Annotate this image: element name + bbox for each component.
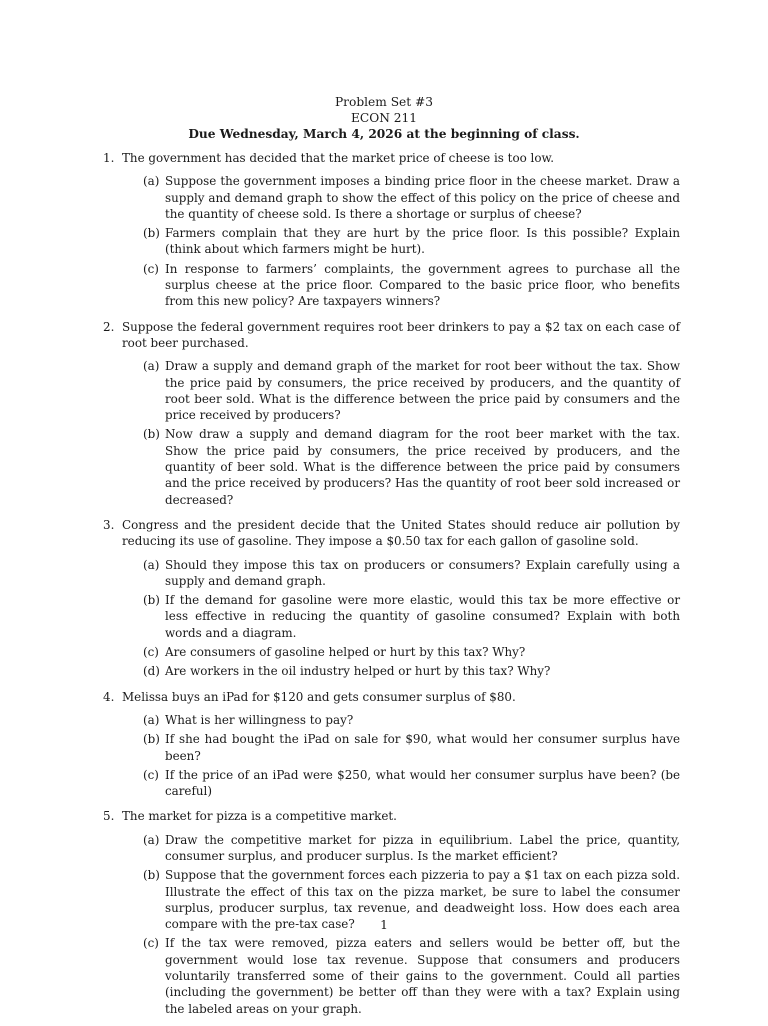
problem-part — [122, 731, 680, 764]
problem-number: 3. — [103, 517, 115, 532]
part-text: Are workers in the oil industry helped or hurt by this tax? Why? — [165, 664, 551, 679]
document-header — [0, 94, 768, 142]
part-text: Suppose the government imposes a binding price floor in the cheese market. Draw a supply and demand graph to show the effect of this policy on the price of cheese and the quantity of cheese sold. Is there a shortage or surplus of cheese? — [165, 174, 680, 221]
problem-list — [103, 150, 680, 1026]
part-label: (a) — [143, 557, 160, 572]
part-label: (c) — [143, 261, 159, 276]
problem-part — [122, 935, 680, 1016]
problem-parts — [122, 712, 680, 799]
problem-part — [122, 225, 680, 258]
part-label: (a) — [143, 359, 160, 374]
part-label: (b) — [143, 732, 160, 747]
problem-parts — [122, 173, 680, 309]
part-label: (a) — [143, 712, 160, 727]
part-text: Draw the competitive market for pizza in equilibrium. Label the price, quantity, consumer surplus, and producer surplus. Is the market efficient? — [165, 832, 680, 863]
problem-part — [122, 358, 680, 423]
problem-4 — [103, 689, 680, 800]
problem-2 — [103, 319, 680, 508]
part-text: If the demand for gasoline were more elastic, would this tax be more effective or less effective in reducing the quantity of gasoline consumed? Explain with both words and a diagram. — [165, 593, 680, 640]
part-text: If the price of an iPad were $250, what would her consumer surplus have been? (be careful) — [165, 767, 680, 799]
part-label: (c) — [143, 645, 159, 660]
problem-text: The market for pizza is a competitive market. — [122, 809, 397, 824]
problem-1 — [103, 150, 680, 310]
problem-number: 1. — [103, 151, 115, 165]
problem-text: Congress and the president decide that the United States should reduce air pollution by reducing its use of gasoline. They impose a $0.50 tax for each gallon of gasoline sold. — [122, 517, 680, 549]
problem-parts — [122, 557, 680, 680]
problem-parts — [122, 358, 680, 508]
problem-part — [122, 261, 680, 310]
problem-part — [122, 173, 680, 222]
problem-5 — [103, 808, 680, 1017]
part-label: (d) — [143, 664, 160, 679]
page-number: 1 — [380, 918, 388, 932]
problem-number: 5. — [103, 809, 115, 824]
part-label: (b) — [143, 427, 160, 442]
problem-part — [122, 644, 680, 660]
problem-text: Suppose the federal government requires root beer drinkers to pay a $2 tax on each case of root beer purchased. — [122, 319, 680, 350]
part-label: (b) — [143, 868, 160, 883]
problem-part — [122, 767, 680, 800]
part-label: (c) — [143, 767, 159, 782]
part-label: (c) — [143, 936, 159, 951]
problem-part — [122, 557, 680, 590]
part-text: Now draw a supply and demand diagram for the root beer market with the tax. Show the price paid by consumers, the price received by producers, and the quantity of beer sold. What is the difference between the price paid by consumers and the price received by producers? Has the quantity of root beer sold increased or decreased? — [165, 427, 680, 507]
part-text: What is her willingness to pay? — [165, 712, 354, 727]
part-label: (a) — [143, 174, 160, 189]
part-text: Should they impose this tax on producers or consumers? Explain carefully using a supply and demand graph. — [165, 557, 680, 588]
problem-3 — [103, 517, 680, 680]
part-text: Suppose that the government forces each pizzeria to pay a $1 tax on each pizza sold. Illustrate the effect of this tax on the pizza market, be sure to label the consumer surplus, producer surplus, tax revenue, and deadweight loss. How does each area compare with the pre-tax case? — [165, 868, 680, 932]
part-text: If the tax were removed, pizza eaters and sellers would be better off, but the government would lose tax revenue. Suppose that consumers and producers voluntarily transferred some of their gains to the government. Could all parties (including the government) be better off than they were with a tax? Explain using the labeled areas on your graph. — [165, 936, 680, 1016]
part-text: Farmers complain that they are hurt by the price floor. Is this possible? Explain (think about which farmers might be hurt). — [165, 226, 680, 257]
part-label: (b) — [143, 226, 160, 241]
part-label: (a) — [143, 832, 160, 847]
problem-number: 2. — [103, 319, 115, 334]
part-text: In response to farmers’ complaints, the government agrees to purchase all the surplus cheese at the price floor. Compared to the basic price floor, who benefits from this new policy? Are taxpayers winners? — [165, 261, 680, 309]
course-code: ECON 211 — [350, 111, 417, 125]
part-text: Are consumers of gasoline helped or hurt by this tax? Why? — [165, 645, 526, 660]
problem-part — [122, 663, 680, 679]
problem-part — [122, 712, 680, 728]
problem-set-title: Problem Set #3 — [334, 95, 433, 109]
part-text: If she had bought the iPad on sale for $90, what would her consumer surplus have been? — [165, 732, 680, 763]
problem-number: 4. — [103, 689, 115, 704]
problem-text: The government has decided that the market price of cheese is too low. — [122, 151, 555, 165]
problem-text: Melissa buys an iPad for $120 and gets consumer surplus of $80. — [122, 689, 516, 704]
part-label: (b) — [143, 593, 160, 608]
problem-part — [122, 592, 680, 641]
problem-part — [122, 832, 680, 865]
problem-part — [122, 426, 680, 507]
due-date: Due Wednesday, March 4, 2026 at the beginning of class. — [188, 127, 580, 141]
part-text: Draw a supply and demand graph of the market for root beer without the tax. Show the price paid by consumers, the price received by producers, and the quantity of root beer sold. What is the difference between the price paid by consumers and the price received by producers? — [165, 359, 680, 423]
